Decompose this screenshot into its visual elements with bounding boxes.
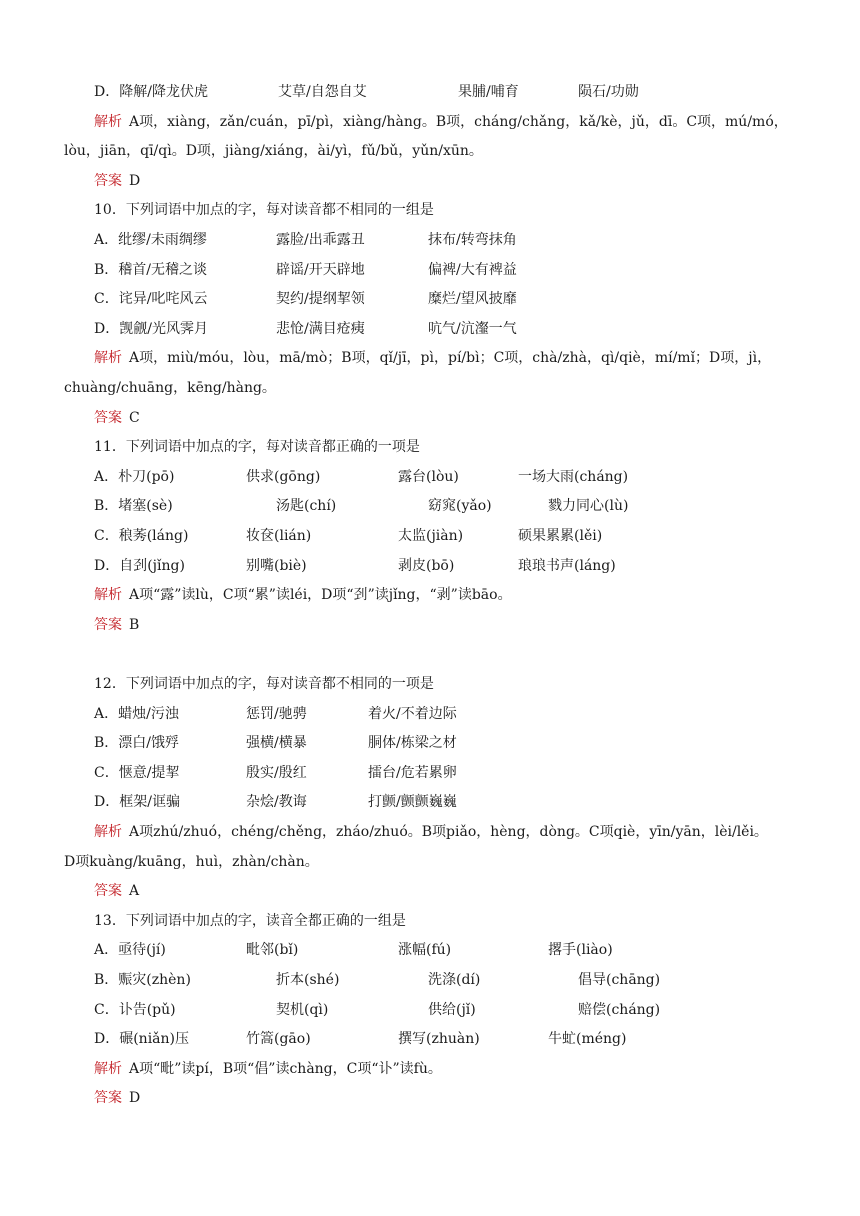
analysis-line: [0, 822, 860, 842]
option-cell: 琅琅书声(láng): [518, 557, 616, 574]
analysis-line: [0, 112, 860, 132]
answer-text: A: [129, 883, 140, 900]
option-cell: 太监(jiàn): [398, 528, 464, 544]
question-stem: [0, 674, 860, 694]
option-cell: A．纰缪/未雨绸缪: [94, 232, 207, 248]
option-cell: 剥皮(bō): [398, 557, 455, 574]
question-text: 11．下列词语中加点的字，每对读音都正确的一项是: [94, 439, 420, 456]
question-stem: [0, 200, 860, 220]
option-cell: A．蜡烛/污浊: [94, 705, 179, 722]
option-cell: 惩罚/驰骋: [246, 705, 307, 722]
option-cell: C．讣告(pǔ): [94, 1001, 176, 1018]
option-cell: 竹篙(gāo): [246, 1031, 311, 1048]
continuation-text: chuàng/chuāng，kēng/hàng。: [64, 380, 276, 396]
answer-label: 答案: [94, 409, 122, 426]
continuation-text: lòu，jiān，qī/qì。D项，jiàng/xiáng，ài/yì，fǔ/bǔ，yǔn/xūn。: [64, 143, 483, 160]
option-cell: D．框架/诓骗: [94, 794, 180, 811]
option-cell: B．赈灾(zhèn): [94, 972, 191, 988]
answer-line: [0, 615, 860, 635]
option-cell: D．觊觎/光风霁月: [94, 320, 208, 337]
option-cell: 果脯/哺育: [458, 84, 519, 100]
analysis-line: [0, 348, 860, 368]
answer-label: 答案: [94, 883, 122, 900]
continuation-line: [0, 852, 860, 872]
answer-text: B: [129, 616, 140, 633]
option-cell: 打颤/颤颤巍巍: [368, 794, 457, 811]
option-row: [0, 733, 860, 753]
option-cell: B．堵塞(sè): [94, 498, 173, 515]
analysis-line: [0, 585, 860, 605]
option-cell: 艾草/自怨自艾: [278, 84, 367, 100]
option-row: [0, 704, 860, 724]
option-cell: C．稂莠(láng): [94, 528, 189, 544]
question-stem: [0, 437, 860, 457]
option-cell: 露脸/出乖露丑: [276, 232, 365, 248]
option-row: [0, 82, 860, 102]
option-cell: 撂手(liào): [548, 942, 613, 959]
option-cell: 露台(lòu): [398, 468, 459, 485]
option-row: [0, 526, 860, 546]
option-row: [0, 1000, 860, 1020]
option-row: [0, 1029, 860, 1049]
option-cell: 契机(qì): [276, 1001, 329, 1018]
answer-text: C: [129, 409, 140, 426]
analysis-text: A项，xiàng，zǎn/cuán，pī/pì，xiàng/hàng。B项，cháng/chǎng，kǎ/kè，jǔ，dī。C项，mú/mó，: [129, 113, 788, 130]
option-cell: 殷实/殷红: [246, 764, 307, 781]
option-cell: 戮力同心(lù): [548, 498, 629, 515]
continuation-text: D项kuàng/kuāng，huì，zhàn/chàn。: [64, 853, 319, 870]
option-cell: 辟谣/开天辟地: [276, 261, 365, 278]
analysis-text: A项“毗”读pí，B项“倡”读chàng，C项“讣”读fù。: [129, 1060, 442, 1077]
question-text: 13．下列词语中加点的字，读音全都正确的一组是: [94, 912, 406, 929]
analysis-text: A项，miù/móu，lòu，mā/mò；B项，qǐ/jī，pì，pí/bì；C项，chà/zhà，qì/qiè，mí/mǐ；D项，jì，: [129, 350, 772, 367]
answer-line: [0, 1088, 860, 1108]
option-row: [0, 260, 860, 280]
answer-line: [0, 881, 860, 901]
analysis-line: [0, 1059, 860, 1079]
analysis-label: 解析: [94, 113, 122, 130]
option-cell: 擂台/危若累卵: [368, 764, 457, 781]
option-row: [0, 496, 860, 516]
option-cell: 折本(shé): [276, 972, 340, 988]
analysis-label: 解析: [94, 587, 122, 604]
option-cell: 硕果累累(lěi): [518, 528, 603, 544]
answer-label: 答案: [94, 616, 122, 633]
option-cell: 抹布/转弯抹角: [428, 232, 517, 248]
option-cell: 倡导(chāng): [578, 972, 661, 988]
answer-label: 答案: [94, 172, 122, 189]
option-row: [0, 319, 860, 339]
option-cell: 毗邻(bǐ): [246, 942, 299, 959]
option-cell: 悲怆/满目疮痍: [276, 320, 365, 337]
question-text: 12．下列词语中加点的字，每对读音都不相同的一项是: [94, 676, 434, 692]
option-cell: 胴体/栋梁之材: [368, 735, 457, 752]
option-cell: A．亟待(jí): [94, 942, 166, 959]
option-cell: 偏裨/大有裨益: [428, 261, 517, 278]
analysis-label: 解析: [94, 1060, 122, 1077]
option-cell: D．自刭(jǐng): [94, 557, 185, 574]
analysis-label: 解析: [94, 350, 122, 367]
option-cell: 牛虻(méng): [548, 1031, 627, 1048]
continuation-line: [0, 378, 860, 398]
option-cell: 着火/不着边际: [368, 705, 457, 722]
option-cell: 供求(gōng): [246, 468, 321, 485]
option-row: [0, 763, 860, 783]
option-cell: 汤匙(chí): [276, 498, 337, 515]
answer-line: [0, 171, 860, 191]
answer-text: D: [129, 172, 141, 189]
option-row: [0, 792, 860, 812]
analysis-label: 解析: [94, 824, 122, 840]
analysis-text: A项zhú/zhuó，chéng/chěng，zháo/zhuó。B项piǎo，hèng，dòng。C项qiè，yīn/yān，lèi/lěi。: [129, 824, 768, 840]
blank-line: [0, 644, 860, 664]
option-cell: B．稽首/无稽之谈: [94, 261, 208, 278]
option-row: [0, 970, 860, 990]
option-cell: 杂烩/教诲: [246, 794, 307, 811]
question-text: 10．下列词语中加点的字，每对读音都不相同的一组是: [94, 202, 434, 219]
option-row: [0, 467, 860, 487]
option-cell: 糜烂/望风披靡: [428, 291, 517, 308]
option-row: [0, 940, 860, 960]
option-cell: 供给(jǐ): [428, 1001, 476, 1018]
option-cell: D．碾(niǎn)压: [94, 1031, 190, 1048]
option-cell: 别嘴(biè): [246, 557, 307, 574]
option-cell: 陨石/功勋: [578, 84, 639, 100]
option-cell: C．诧异/叱咤风云: [94, 291, 208, 308]
option-cell: D．降解/降龙伏虎: [94, 84, 208, 100]
option-cell: 一场大雨(cháng): [518, 468, 629, 485]
option-cell: 洗涤(dí): [428, 972, 481, 988]
answer-label: 答案: [94, 1090, 122, 1107]
option-cell: 妆奁(lián): [246, 528, 312, 544]
option-cell: B．漂白/饿殍: [94, 735, 180, 752]
option-cell: A．朴刀(pō): [94, 468, 175, 485]
answer-line: [0, 408, 860, 428]
option-cell: C．惬意/提挈: [94, 764, 180, 781]
option-row: [0, 230, 860, 250]
option-cell: 窈窕(yǎo): [428, 498, 492, 515]
option-row: [0, 289, 860, 309]
option-cell: 赔偿(cháng): [578, 1001, 661, 1018]
answer-text: D: [129, 1090, 141, 1107]
question-stem: [0, 911, 860, 931]
continuation-line: [0, 141, 860, 161]
option-cell: 契约/提纲挈领: [276, 291, 365, 308]
analysis-text: A项“露”读lù，C项“累”读léi，D项“刭”读jǐng，“剥”读bāo。: [129, 587, 512, 604]
option-cell: 强横/横暴: [246, 735, 307, 752]
option-row: [0, 556, 860, 576]
option-cell: 涨幅(fú): [398, 942, 452, 959]
option-cell: 吭气/沆瀣一气: [428, 320, 517, 337]
option-cell: 撰写(zhuàn): [398, 1031, 480, 1048]
